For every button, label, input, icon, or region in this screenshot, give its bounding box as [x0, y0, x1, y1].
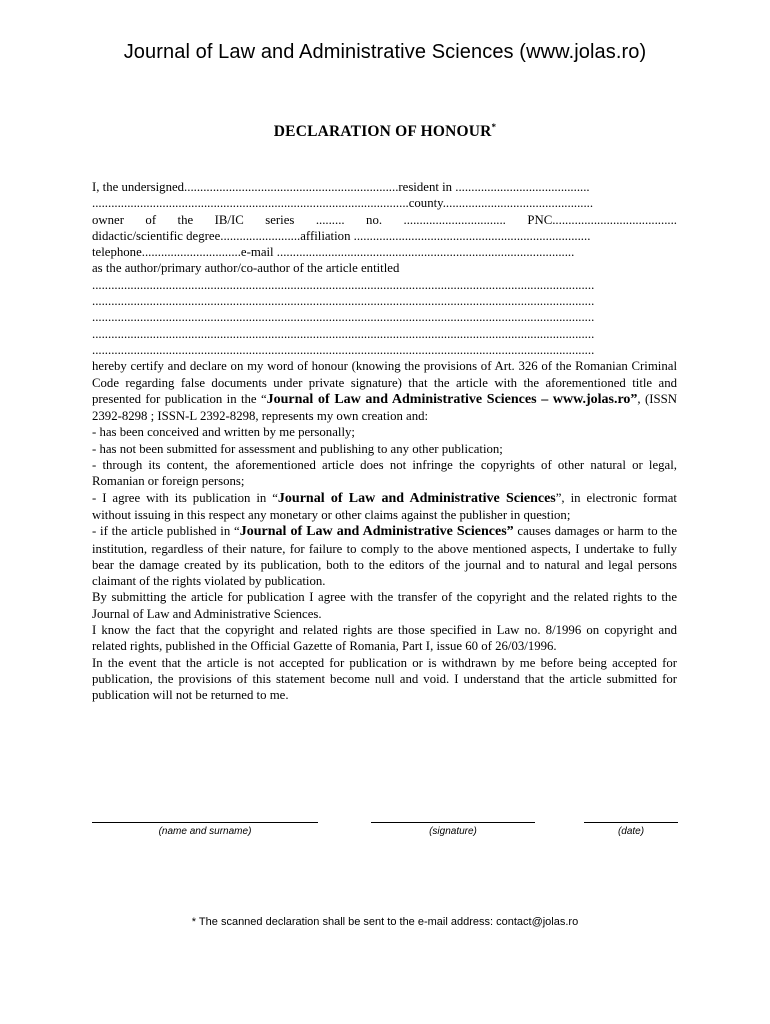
item-4-journal-name: Journal of Law and Administrative Sciences: [277, 490, 556, 506]
signature-field: [371, 810, 535, 837]
condition-item: - has not been submitted for assessment and publishing to any other publication;: [92, 441, 503, 456]
copyright-law-paragraph: I know the fact that the copyright and related rights are those specified in Law no. 8/1996 on copyright and related rights, published in the Official Gazette of Romania, Part I, issue 60 of 26/03/1996.: [92, 623, 677, 654]
article-title-blank-line: .............................................................................................................................................................: [92, 277, 595, 292]
form-line-name-residence: I, the undersigned...................................................................resident in ..........................................: [92, 180, 590, 194]
date-caption: (date): [617, 826, 645, 837]
condition-item-damages: [92, 523, 677, 589]
certification-issn: , (ISSN 2392-8298 ; ISSN-L 2392-8298, represents my own creation and:: [92, 391, 677, 424]
footnote-mark: *: [491, 122, 497, 132]
declaration-title-text: DECLARATION OF HONOUR: [273, 123, 492, 140]
item-5-journal-name: Journal of Law and Administrative Sciences”: [239, 524, 514, 540]
declaration-title: [0, 122, 770, 141]
form-line-degree-affiliation: didactic/scientific degree.........................affiliation ..........................................................................: [92, 228, 591, 243]
declaration-body: [92, 179, 677, 704]
certification-paragraph: [92, 358, 677, 424]
footnote: * The scanned declaration shall be sent to the e-mail address: contact@jolas.ro: [191, 916, 579, 928]
certification-intro: hereby certify and declare on my word of honour (knowing the provisions of Art. 326 of the Romanian Criminal Code regarding false documents under private signature) that the article with the aforementioned title and presented for publication in the “: [92, 359, 677, 406]
item-4-start: - I agree with its publication in “: [92, 490, 278, 505]
name-line: [92, 810, 318, 823]
condition-item: - has been conceived and written by me personally;: [92, 425, 355, 440]
article-title-blank-line: .............................................................................................................................................................: [92, 342, 595, 357]
withdrawal-paragraph: In the event that the article is not accepted for publication or is withdrawn by me before being accepted for publication, the provisions of this statement become null and void. I understand that the article submitted for publication will not be returned to me.: [92, 655, 677, 703]
form-line-id-series: owner of the IB/IC series ......... no. ................................ PNC.......................................: [92, 212, 677, 227]
signature-caption: (signature): [429, 826, 477, 837]
article-title-blank-line: .............................................................................................................................................................: [92, 326, 595, 341]
date-field: [584, 810, 678, 837]
form-line-authorship: as the author/primary author/co-author of the article entitled: [92, 261, 400, 276]
journal-name-bold: Journal of Law and Administrative Sciences – www.jolas.ro”: [266, 391, 638, 407]
item-4-end: ”, in electronic format without issuing in this respect any monetary or other claims against the publisher in question;: [92, 490, 677, 522]
article-title-blank-line: .............................................................................................................................................................: [92, 294, 595, 309]
name-signature-field: [92, 810, 318, 837]
condition-item-publication: [92, 490, 677, 524]
signature-line: [371, 810, 535, 823]
signature-row: [0, 810, 770, 850]
journal-header: Journal of Law and Administrative Sciences (www.jolas.ro): [123, 41, 647, 63]
form-line-county: ...................................................................................................county...............................................: [92, 196, 594, 211]
date-line: [584, 810, 678, 823]
condition-item: - through its content, the aforementioned article does not infringe the copyrights of other natural or legal, Romanian or foreign persons;: [92, 458, 677, 489]
name-caption: (name and surname): [158, 826, 252, 837]
copyright-transfer-paragraph: By submitting the article for publication I agree with the transfer of the copyright and the related rights to the Journal of Law and Administrative Sciences.: [92, 590, 677, 621]
form-line-phone-email: telephone...............................e-mail .............................................................................................: [92, 245, 575, 260]
item-5-end: causes damages or harm to the institution, regardless of their nature, for failure to comply to the above mentioned aspects, I undertake to fully bear the damage created by its publication, both to the editors of the journal and to natural and legal persons claimant of the rights violated by publication.: [92, 524, 677, 589]
article-title-blank-line: .............................................................................................................................................................: [92, 310, 595, 325]
item-5-start: - if the article published in “: [92, 524, 240, 539]
